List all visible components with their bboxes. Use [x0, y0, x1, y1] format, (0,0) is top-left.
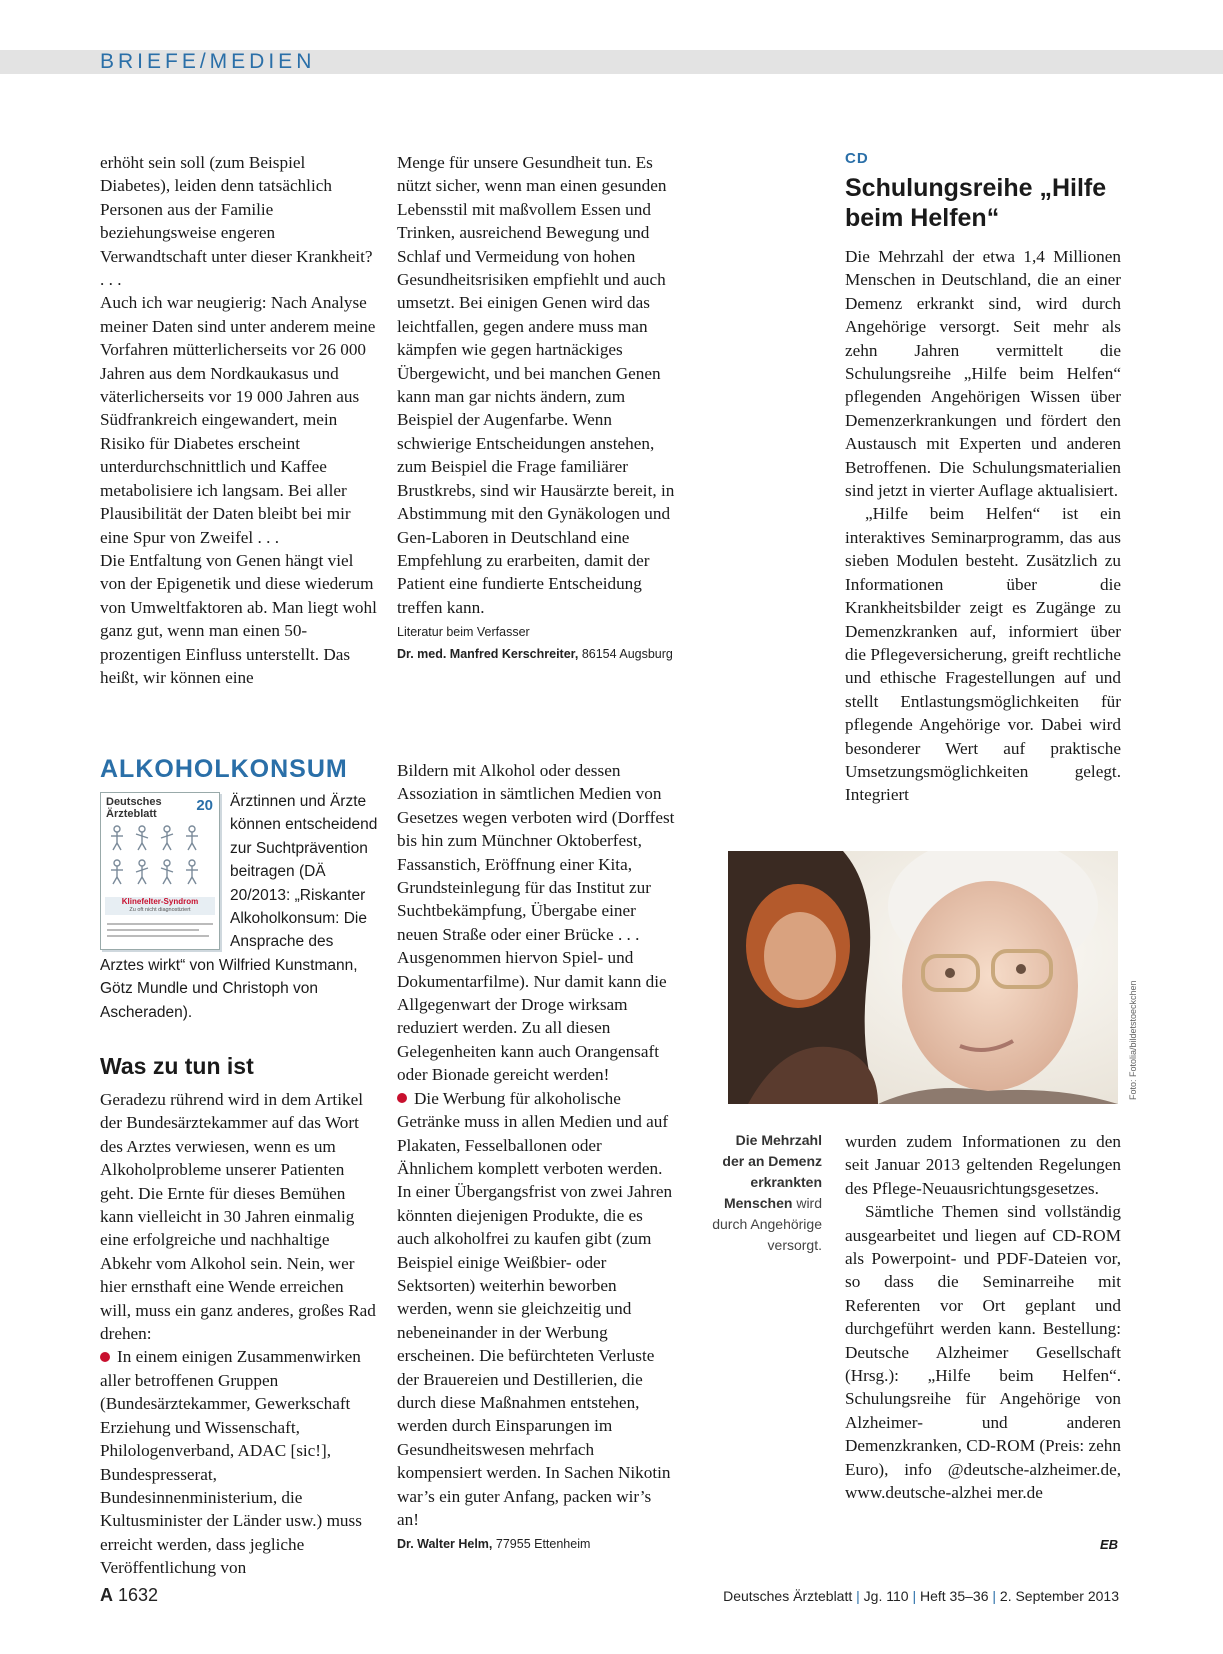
- cd-column-bottom: [845, 1130, 1121, 1505]
- letter1-column-2: [397, 151, 675, 663]
- alkohol-bullet-item: [100, 1345, 378, 1579]
- alkohol-bullet-text: In einem einigen Zusammenwirken aller betroffenen Gruppen (Bundesärztekammer, Gewerkschaft Erziehung und Wissenschaft, Philologenverband, ADAC [sic!], Bundespresserat, Bundesinnenministerium, die Kultusminister der Länder usw.) muss erreicht werden, dass jegliche Veröffentlichung von: [100, 1347, 362, 1578]
- cover-subtitle: Zu oft nicht diagnostiziert: [129, 907, 191, 913]
- page-number: [100, 1585, 158, 1606]
- letter1-paragraph: Auch ich war neugierig: Nach Analyse meiner Daten sind unter anderem meine Vorfahren mütterlicherseits vor 26 000 Jahren aus dem Nordkaukasus und väterlicherseits vor 19 000 Jahren aus Südfrankreich eingewandert, mein Risiko für Diabetes erscheint unterdurchschnittlich und Kaffee metabolisiere ich langsam. Bei aller Plausibilität der Daten bleibt bei mir eine Spur von Zweifel . . .: [100, 293, 376, 547]
- footer-citation: [723, 1588, 1119, 1604]
- cd-paragraph: wurden zudem Informationen zu den seit Januar 2013 geltenden Regelungen des Pflege-Neuausrichtungsgesetzes.: [845, 1132, 1121, 1198]
- bullet-icon: [100, 1352, 110, 1362]
- alkohol-paragraph: Geradezu rührend wird in dem Artikel der Bundesärztekammer auf das Wort des Arztes verwiesen, wenn es um Alkoholprobleme unserer Patienten geht. Die Ernte für dieses Bemühen kann vielleicht in 30 Jahren einmalig eine erfolgreiche und nachhaltige Abkehr vom Alkohol sein. Nein, wer hier ernsthaft eine Wende erreichen will, muss ein ganz anderes, großes Rad drehen:: [100, 1090, 376, 1344]
- alkohol-column-1: [100, 1088, 378, 1580]
- alkohol-author-place: 77955 Ettenheim: [495, 1537, 591, 1552]
- cover-brand-line: Deutsches: [106, 796, 162, 808]
- cover-title: Klinefelter-Syndrom: [121, 897, 199, 906]
- cd-paragraph: Sämtliche Themen sind vollständig ausgearbeitet und liegen auf CD-ROM als Powerpoint- und PDF-Dateien vor, so dass die Seminarreihe mit Referenten vor Ort geplant und durchgeführt werden kann. Bestellung: Deutsche Alzheimer Gesellschaft (Hrsg.): „Hilfe beim Helfen“. Schulungsreihe für Angehörige von Alzheimer- und anderen Demenzkranken, CD-ROM (Preis: zehn Euro), info @deutsche-alzheimer.de, www.deutsche-alzhei mer.de: [845, 1202, 1121, 1503]
- letter1-paragraph: Die Entfaltung von Genen hängt viel von der Epigenetik und diese wiederum von Umweltfaktoren ab. Man liegt wohl ganz gut, wenn man einen 50-prozentigen Einfluss unterstellt. Das heißt, wir können eine: [100, 550, 377, 687]
- letter1-paragraph: Menge für unsere Gesundheit tun. Es nützt sicher, wenn man einen gesunden Lebensstil mit maßvollem Essen und Trinken, ausreichend Bewegung und Schlaf und Vermeidung von hohen Gesundheitsrisiken empfiehlt und auch umsetzt. Bei einigen Genen wird das leichtfallen, gegen andere muss man kämpfen wie gegen hartnäckiges Übergewicht, und bei manchen Genen kann man gar nichts ändern, zum Beispiel der Augenfarbe. Wenn schwierige Entscheidungen anstehen, zum Beispiel die Frage familiärer Brustkrebs, sind wir Hausärzte bereit, in Abstimmung mit den Gynäkologen und Gen-Laboren in Deutschland eine Empfehlung zu erarbeiten, damit der Patient eine fundierte Entscheidung treffen kann.: [397, 153, 675, 617]
- alkohol-intro-text: Ärztinnen und Ärzte können entscheidend zur Suchtprävention beitragen (DÄ 20/2013: „Riskanter Alkoholkonsum: Die Ansprache des Arztes wirkt“ von Wilfried Kunstmann, Götz Mundle und Christoph von Ascheraden).: [100, 793, 378, 1021]
- alkohol-column-2: [397, 759, 675, 1553]
- footer-separator: |: [992, 1588, 997, 1604]
- caption-bold: Die Mehrzahl der an Demenz erkrankten Menschen: [722, 1132, 822, 1211]
- alkohol-headline: Was zu tun ist: [100, 1053, 254, 1079]
- dementia-photo: [728, 851, 1118, 1104]
- photo-credit: Foto: Fotolia/bildetstoeckchen: [1128, 980, 1138, 1100]
- footer-issue: Heft 35–36: [919, 1588, 989, 1604]
- cd-kicker: CD: [845, 150, 869, 167]
- alkohol-intro: [100, 790, 378, 1024]
- photo-caption: [710, 1130, 822, 1256]
- alkohol-bullet-text: Die Werbung für alkoholische Getränke muss in allen Medien und auf Plakaten, Fesselballonen oder Ähnlichem komplett verboten werden. In einer Übergangsfrist von zwei Jahren könnten diejenigen Produkte, die es auch alkoholfrei zu kaufen gibt (zum Beispiel einige Weißbier- oder Sektsorten) weiterhin beworben werden, wenn sie gleichzeitig und nebeneinander in der Werbung erscheinen. Die befürchteten Verluste der Brauereien und Destillerien, die durch diese Maßnahmen entstehen, werden durch Einsparungen im Gesundheitswesen mehrfach kompensiert werden. In Sachen Nikotin war’s ein guter Anfang, packen wir’s an!: [397, 1088, 673, 1529]
- letter1-author: [397, 645, 675, 663]
- page-prefix: A: [100, 1585, 113, 1605]
- letter1-column-1: [100, 151, 378, 689]
- literature-note: Literatur beim Verfasser: [397, 625, 530, 640]
- cover-brand-line: Ärzteblatt: [106, 808, 157, 820]
- cd-headline: Schulungsreihe „Hilfe beim Helfen“: [845, 174, 1107, 232]
- cover-float-spacer: [100, 790, 230, 950]
- cd-signature: EB: [1100, 1537, 1119, 1552]
- page-number-value: 1632: [118, 1585, 159, 1605]
- bullet-icon: [397, 1093, 407, 1103]
- alkohol-author-name: Dr. Walter Helm,: [397, 1537, 493, 1552]
- cover-issue-number: 20: [196, 797, 213, 814]
- cd-paragraph: Die Mehrzahl der etwa 1,4 Millionen Menschen in Deutschland, die an einer Demenz erkrankt sind, wird durch Angehörige versorgt. Seit mehr als zehn Jahren vermittelt die Schulungsreihe „Hilfe beim Helfen“ pflegenden Angehörigen Wissen über Demenzerkrankungen und fördert den Austausch mit Experten und anderen Betroffenen. Die Schulungsmaterialien sind jetzt in vierter Auflage aktualisiert.: [845, 247, 1121, 501]
- letter1-author-place: 86154 Augsburg: [581, 647, 673, 662]
- cd-column-top: [845, 245, 1121, 807]
- footer-separator: |: [856, 1588, 860, 1604]
- footer-date: 2. September 2013: [999, 1588, 1119, 1604]
- caption-rest: wird durch Angehörige versorgt.: [712, 1195, 822, 1253]
- alkohol-bullet-item: [397, 1087, 675, 1532]
- alkohol-paragraph: Bildern mit Alkohol oder dessen Assoziation in sämtlichen Medien von Gesetzes wegen verboten wird (Dorffest bis hin zum Münchner Oktoberfest, Fassanstich, Eröffnung einer Kita, Grundsteinlegung für das Institut zur Suchtbekämpfung, Übergabe einer neuen Straße oder einer Brücke . . . Ausgenommen hiervon Spiel- und Dokumentarfilme). Nur damit kann die Allgegenwart der Droge wirksam reduziert werden. Zu all diesen Gelegenheiten kann auch Orangensaft oder Bionade gereicht werden!: [397, 761, 675, 1085]
- footer-separator: |: [912, 1588, 917, 1604]
- cd-paragraph: „Hilfe beim Helfen“ ist ein interaktives Seminarprogramm, das aus sieben Modulen besteht. Zusätzlich zu Informationen über die Krankheitsbilder zeigt es Zugänge zu Demenzkranken auf, informiert über die Pflegeversicherung, greift rechtliche und ethische Fragestellungen auf und stellt Entlastungsmöglichkeiten für pflegende Angehörige vor. Dabei wird besonderer Wert auf praktische Umsetzungsmöglichkeiten gelegt. Integriert: [845, 504, 1121, 805]
- section-label: BRIEFE/MEDIEN: [100, 50, 316, 73]
- letter1-author-name: Dr. med. Manfred Kerschreiter,: [397, 647, 579, 662]
- footer-journal: Deutsches Ärzteblatt: [723, 1588, 853, 1604]
- photo-illustration: [728, 851, 1118, 1104]
- letter1-paragraph: erhöht sein soll (zum Beispiel Diabetes), leiden denn tatsächlich Personen aus der Familie beziehungsweise engeren Verwandtschaft unter dieser Krankheit? . . .: [100, 153, 373, 290]
- alkohol-author: [397, 1535, 675, 1553]
- topic-alkoholkonsum: ALKOHOLKONSUM: [100, 755, 348, 783]
- footer-volume: Jg. 110: [863, 1588, 909, 1604]
